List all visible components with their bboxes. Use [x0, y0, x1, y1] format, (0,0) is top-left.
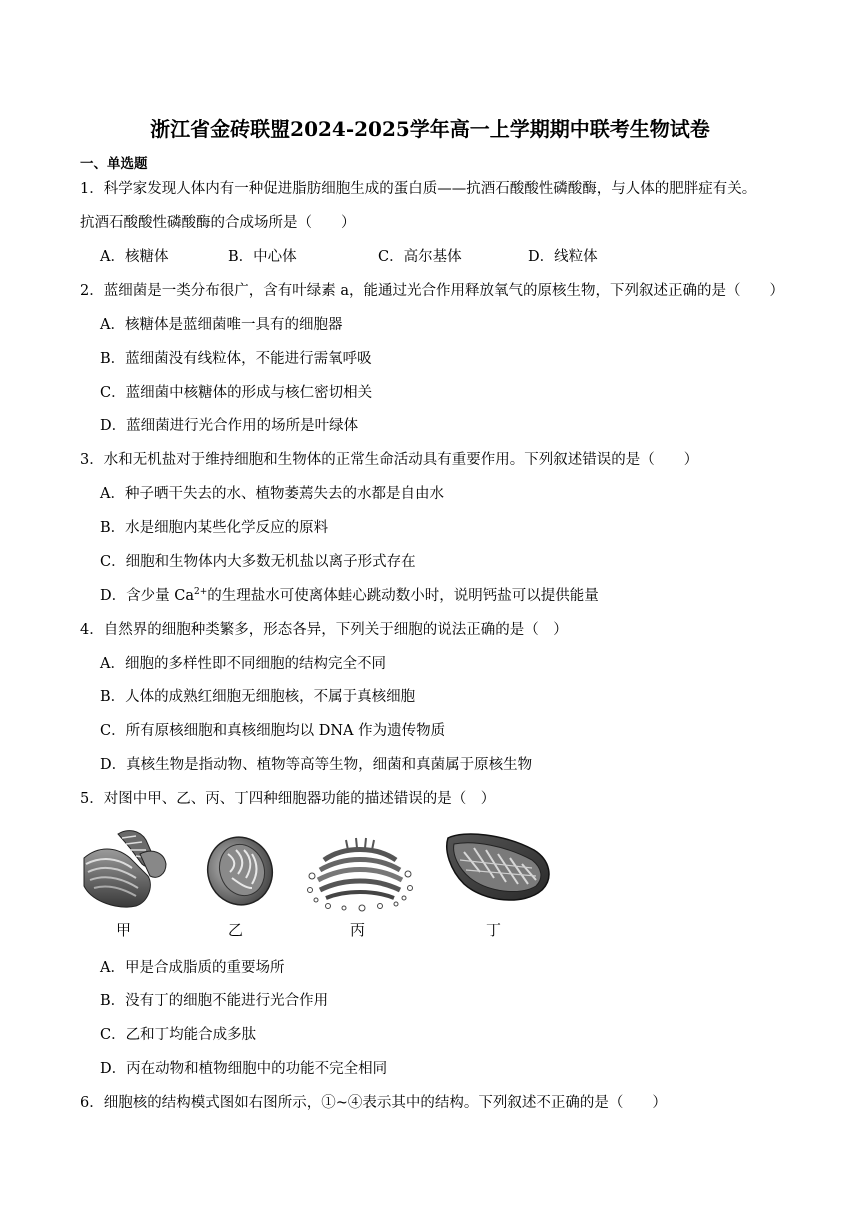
- q3-option-d: [100, 587, 599, 605]
- organelle-yi-image: [202, 834, 282, 908]
- q1-option-a: A．核糖体: [100, 249, 169, 265]
- q1-option-c: C．高尔基体: [378, 249, 462, 265]
- figure-label-ding: 丁: [486, 921, 502, 939]
- q3-option-d-superscript: 2+: [193, 587, 208, 597]
- q5-option-b: B．没有丁的细胞不能进行光合作用: [100, 993, 329, 1009]
- q2-option-c: C．蓝细菌中核糖体的形成与核仁密切相关: [100, 385, 373, 401]
- q5-stem: 5．对图中甲、乙、丙、丁四种细胞器功能的描述错误的是（ ）: [80, 791, 496, 807]
- organelle-figure: [78, 818, 558, 946]
- q4-option-b: B．人体的成熟红细胞无细胞核，不属于真核细胞: [100, 689, 416, 705]
- q2-option-b: B．蓝细菌没有线粒体，不能进行需氧呼吸: [100, 351, 372, 367]
- q4-option-d: D．真核生物是指动物、植物等高等生物，细菌和真菌属于原核生物: [100, 757, 533, 773]
- q5-option-d: D．丙在动物和植物细胞中的功能不完全相同: [100, 1061, 388, 1077]
- paper-title: 浙江省金砖联盟2024-2025学年高一上学期期中联考生物试卷: [150, 117, 710, 141]
- figure-label-bing: 丙: [350, 921, 366, 939]
- section-heading: 一、单选题: [80, 156, 148, 172]
- organelle-ding-image: [444, 828, 556, 908]
- q5-option-c: C．乙和丁均能合成多肽: [100, 1027, 257, 1043]
- q3-option-b: B．水是细胞内某些化学反应的原料: [100, 520, 329, 536]
- figure-label-yi: 乙: [228, 921, 244, 939]
- q4-option-c: C．所有原核细胞和真核细胞均以 DNA 作为遗传物质: [100, 723, 446, 739]
- q2-option-d: D．蓝细菌进行光合作用的场所是叶绿体: [100, 418, 359, 434]
- organelle-bing-image: [304, 832, 416, 914]
- q4-stem: 4．自然界的细胞种类繁多，形态各异，下列关于细胞的说法正确的是（ ）: [80, 622, 568, 638]
- q3-option-d-part1: D．含少量 Ca: [100, 588, 194, 604]
- q3-option-d-part2: 的生理盐水可使离体蛙心跳动数小时，说明钙盐可以提供能量: [207, 588, 599, 604]
- figure-label-jia: 甲: [116, 921, 132, 939]
- q2-stem: 2．蓝细菌是一类分布很广，含有叶绿素 a，能通过光合作用释放氧气的原核生物，下列叙述正确的是（ ）: [80, 283, 784, 299]
- q1-option-d: D．线粒体: [528, 249, 598, 265]
- q1-stem-line2: 抗酒石酸酸性磷酸酶的合成场所是（ ）: [80, 215, 356, 231]
- q3-option-c: C．细胞和生物体内大多数无机盐以离子形式存在: [100, 554, 416, 570]
- q5-option-a: A．甲是合成脂质的重要场所: [100, 960, 285, 976]
- q1-option-b: B．中心体: [228, 249, 297, 265]
- q4-option-a: A．细胞的多样性即不同细胞的结构完全不同: [100, 656, 386, 672]
- q3-stem: 3．水和无机盐对于维持细胞和生物体的正常生命活动具有重要作用。下列叙述错误的是（ ）: [80, 452, 699, 468]
- q6-stem: 6．细胞核的结构模式图如右图所示，①~④表示其中的结构。下列叙述不正确的是（ ）: [80, 1095, 667, 1111]
- q3-option-a: A．种子晒干失去的水、植物萎蔫失去的水都是自由水: [100, 486, 444, 502]
- q1-stem-line1: 1．科学家发现人体内有一种促进脂肪细胞生成的蛋白质——抗酒石酸酸性磷酸酶，与人体的肥胖症有关。: [80, 181, 757, 197]
- organelle-jia-image: [78, 824, 170, 912]
- q2-option-a: A．核糖体是蓝细菌唯一具有的细胞器: [100, 317, 343, 333]
